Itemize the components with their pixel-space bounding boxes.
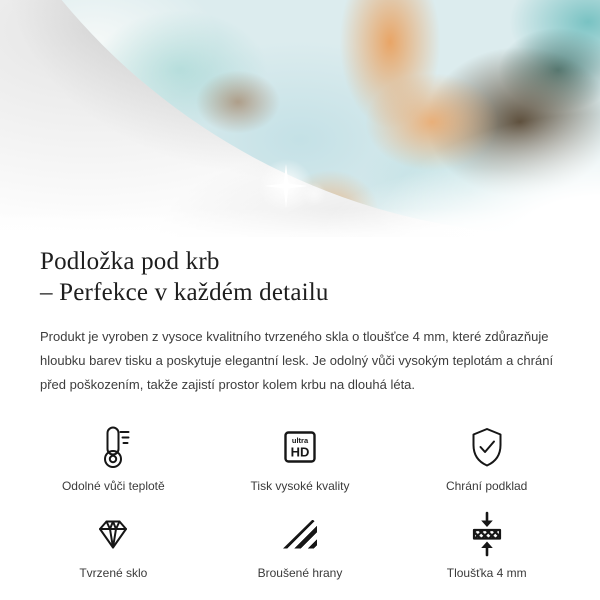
feature-polished-edges [207, 511, 394, 580]
feature-label: Chrání podklad [445, 479, 528, 493]
feature-print-quality [207, 424, 394, 493]
sparkle-small-icon [301, 181, 327, 207]
polished-edges-icon [283, 520, 317, 549]
feature-heat-resistant [20, 424, 207, 493]
feature-label: Broušené hrany [257, 566, 343, 580]
svg-text:HD: HD [290, 444, 310, 460]
feature-protects-floor [393, 424, 580, 493]
feature-label: Tloušťka 4 mm [446, 566, 527, 580]
page-title: Podložka pod krb – Perfekce v každém detailu [40, 248, 329, 306]
thickness-icon [467, 511, 507, 557]
feature-label: Tisk vysoké kvality [250, 479, 350, 493]
svg-text:ultra: ultra [291, 436, 309, 445]
feature-tempered-glass [20, 511, 207, 580]
ultra-hd-icon [280, 427, 320, 467]
diamond-icon [93, 515, 133, 553]
product-description: Produkt je vyroben z vysoce kvalitního tvrzeného skla o tloušťce 4 mm, které zdůrazňuje hloubku barev tisku a poskytuje elegantní lesk. Je odolný vůči vysokým teplotám a chrání před poškozením, takže zajistí prostor kolem krbu na dlouhá léta. [40, 329, 554, 392]
feature-thickness [393, 511, 580, 580]
shield-check-icon [467, 426, 507, 468]
feature-label: Odolné vůči teplotě [61, 479, 165, 493]
feature-grid [20, 424, 580, 580]
feature-label: Tvrzené sklo [79, 566, 148, 580]
product-image [0, 0, 600, 237]
thermometer-icon [93, 424, 133, 470]
